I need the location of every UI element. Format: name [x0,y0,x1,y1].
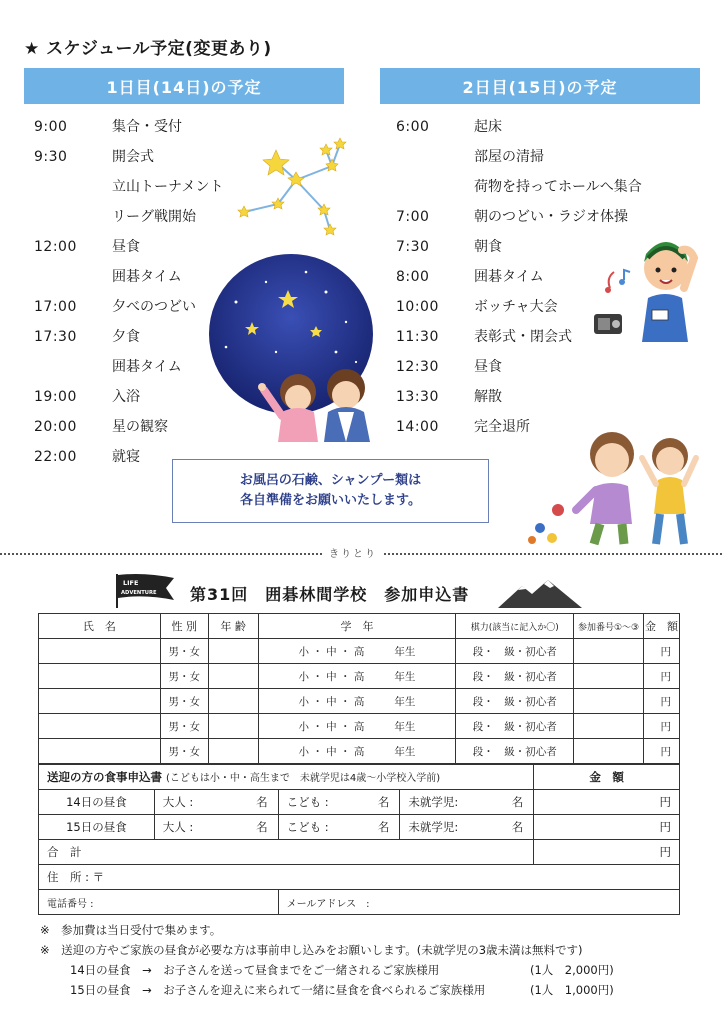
schedule-event: 星の観察 [112,419,168,435]
schedule-event: 囲碁タイム [112,269,182,285]
amount-field[interactable]: 円 [643,689,679,714]
schedule-event: 入浴 [112,389,140,405]
gender-field[interactable]: 男・女 [160,664,208,689]
schedule-event: 夕食 [112,329,140,345]
child-count-field[interactable] [278,815,400,840]
header-age: 年 齢 [208,614,258,639]
radio-exercise-illustration [590,228,702,342]
strength-field[interactable]: 段・ 級・初心者 [456,689,574,714]
unit-label: 名 [377,820,390,834]
amount-field[interactable]: 円 [643,714,679,739]
age-field[interactable] [208,664,258,689]
total-label: 合 計 [39,840,534,865]
adventure-flag-logo [114,572,178,608]
amount-field[interactable]: 円 [643,739,679,764]
unit-label: 名 [511,820,524,834]
day2-header: 2日目(15日)の予定 [380,68,700,104]
schedule-event: 囲碁タイム [474,269,544,285]
adult-label: 大人 : [162,820,194,834]
meal-row [39,790,680,815]
schedule-time: 9:30 [34,149,68,165]
preschool-label: 未就学児: [408,820,459,834]
schedule-event: 起床 [474,119,502,135]
preschool-label: 未就学児: [408,795,459,809]
preschool-count-field[interactable] [400,790,534,815]
adult-count-field[interactable] [154,815,278,840]
page-title: ★ スケジュール予定(変更あり) [24,39,272,59]
schedule-time: 10:00 [396,299,439,315]
mountain-icon [498,578,582,608]
schedule-event: 荷物を持ってホールへ集合 [474,179,642,195]
address-row [39,865,680,890]
strength-field[interactable]: 段・ 級・初心者 [456,739,574,764]
meal-row [39,815,680,840]
schedule-event: 開会式 [112,149,154,165]
header-grade: 学 年 [258,614,456,639]
grade-options: 小 ・ 中 ・ 高 [298,745,365,758]
age-field[interactable] [208,689,258,714]
schedule-event: 昼食 [112,239,140,255]
name-field[interactable] [39,739,161,764]
unit-label: 名 [256,820,268,834]
schedule-event: 完全退所 [474,419,530,435]
schedule-time: 12:00 [34,239,77,255]
grade-unit: 年生 [394,695,416,708]
schedule-event: 囲碁タイム [112,359,182,375]
entry-number-field[interactable] [574,639,644,664]
unit-label: 名 [256,795,268,809]
name-field[interactable] [39,714,161,739]
schedule-time: 14:00 [396,419,439,435]
grade-field[interactable] [258,689,456,714]
footnote-price-14: (1人 2,000円) [530,963,614,977]
form-title: 第31回 囲碁林間学校 参加申込書 [190,585,470,604]
amount-field[interactable]: 円 [643,639,679,664]
age-field[interactable] [208,739,258,764]
name-field[interactable] [39,689,161,714]
schedule-time: 19:00 [34,389,77,405]
total-row [39,840,680,865]
name-field[interactable] [39,639,161,664]
footnote-lunch-14: 14日の昼食 → お子さんを送って昼食までをご一緒されるご家族様用 [70,963,440,977]
table-row [39,714,680,739]
total-amount-field[interactable]: 円 [534,840,680,865]
header-name: 氏 名 [39,614,161,639]
footnote-lunch-15: 15日の昼食 → お子さんを迎えに来られて一緒に昼食を食べられるご家族様用 [70,983,486,997]
schedule-event: 就寝 [112,449,140,465]
meal-day-label: 14日の昼食 [39,790,155,815]
notice-line: お風呂の石鹸、シャンプー類は [239,473,422,488]
schedule-time: 7:30 [396,239,430,255]
boccia-illustration [524,424,700,548]
grade-options: 小 ・ 中 ・ 高 [298,645,365,658]
strength-field[interactable]: 段・ 級・初心者 [456,714,574,739]
phone-field[interactable]: 電話番号 : [39,890,279,915]
header-entry-number: 参加番号①〜③ [574,614,644,639]
meal-table [38,764,680,915]
table-row [39,689,680,714]
schedule-event: 夕べのつどい [112,299,196,315]
schedule-time: 17:00 [34,299,77,315]
header-amount: 金 額 [643,614,679,639]
grade-unit: 年生 [394,720,416,733]
strength-field[interactable]: 段・ 級・初心者 [456,639,574,664]
footnote: ※ 参加費は当日受付で集めます。 [40,923,222,937]
notice-line: 各自準備をお願いいたします。 [240,493,421,508]
schedule-time: 7:00 [396,209,430,225]
schedule-time: 20:00 [34,419,77,435]
age-field[interactable] [208,714,258,739]
grade-field[interactable] [258,714,456,739]
schedule-time: 6:00 [396,119,430,135]
child-label: こども : [286,795,329,809]
adult-label: 大人 : [162,795,194,809]
meal-header-note: (こどもは小・中・高生まで 未就学児は4歳〜小学校入学前) [166,773,441,784]
entry-number-field[interactable] [574,664,644,689]
schedule-time: 12:30 [396,359,439,375]
schedule-event: 集合・受付 [112,119,182,135]
schedule-event: 立山トーナメント [112,179,224,195]
email-field[interactable]: メールアドレス : [278,890,679,915]
header-strength: 棋力(該当に記入か〇) [456,614,574,639]
schedule-event: 表彰式・閉会式 [474,329,572,345]
meal-header-row [39,765,680,790]
gender-field[interactable]: 男・女 [160,739,208,764]
unit-label: 名 [377,795,390,809]
svg-text:LIFE: LIFE [123,579,139,587]
table-row [39,639,680,664]
unit-label: 名 [511,795,524,809]
constellation-illustration [236,130,354,240]
grade-options: 小 ・ 中 ・ 高 [298,670,365,683]
table-row [39,664,680,689]
schedule-time: 9:00 [34,119,68,135]
schedule-event: 解散 [474,389,502,405]
gender-field[interactable]: 男・女 [160,639,208,664]
grade-field[interactable] [258,739,456,764]
entry-number-field[interactable] [574,714,644,739]
schedule-event: 昼食 [474,359,502,375]
schedule-event: リーグ戦開始 [112,209,196,225]
schedule-event: ボッチャ大会 [474,299,558,315]
table-header-row [39,614,680,639]
grade-unit: 年生 [394,745,416,758]
strength-field[interactable]: 段・ 級・初心者 [456,664,574,689]
entry-number-field[interactable] [574,689,644,714]
schedule-time: 8:00 [396,269,430,285]
grade-unit: 年生 [394,670,416,683]
svg-text:ADVENTURE: ADVENTURE [121,590,157,596]
preschool-count-field[interactable] [400,815,534,840]
schedule-event: 部屋の清掃 [474,149,544,165]
gender-field[interactable]: 男・女 [160,689,208,714]
participant-table [38,613,680,764]
grade-options: 小 ・ 中 ・ 高 [298,695,365,708]
gender-field[interactable]: 男・女 [160,714,208,739]
day1-header: 1日目(14日)の予定 [24,68,344,104]
child-count-field[interactable] [278,790,400,815]
cut-label: きりとり [323,545,383,560]
amount-field[interactable]: 円 [643,664,679,689]
meal-amount-field[interactable]: 円 [534,790,680,815]
grade-field[interactable] [258,639,456,664]
meal-amount-field[interactable]: 円 [534,815,680,840]
footnote: ※ 送迎の方やご家族の昼食が必要な方は事前申し込みをお願いします。(未就学児の3歳未満は無料です) [40,943,583,957]
age-field[interactable] [208,639,258,664]
adult-count-field[interactable] [154,790,278,815]
meal-header [39,765,534,790]
name-field[interactable] [39,664,161,689]
child-label: こども : [286,820,329,834]
entry-number-field[interactable] [574,739,644,764]
night-sky-illustration [206,252,376,442]
schedule-time: 11:30 [396,329,439,345]
schedule-event: 朝食 [474,239,502,255]
schedule-time: 17:30 [34,329,77,345]
contact-row [39,890,680,915]
address-field[interactable]: 住 所 : 〒 [39,865,680,890]
schedule-time: 13:30 [396,389,439,405]
meal-header-title: 送迎の方の食事申込書 [47,770,162,784]
schedule-time: 22:00 [34,449,77,465]
grade-field[interactable] [258,664,456,689]
meal-amount-header: 金 額 [534,765,680,790]
grade-options: 小 ・ 中 ・ 高 [298,720,365,733]
notice-box [172,459,489,523]
schedule-event: 朝のつどい・ラジオ体操 [474,209,628,225]
header-gender: 性 別 [160,614,208,639]
table-row [39,739,680,764]
footnote-price-15: (1人 1,000円) [530,983,614,997]
grade-unit: 年生 [394,645,416,658]
meal-day-label: 15日の昼食 [39,815,155,840]
